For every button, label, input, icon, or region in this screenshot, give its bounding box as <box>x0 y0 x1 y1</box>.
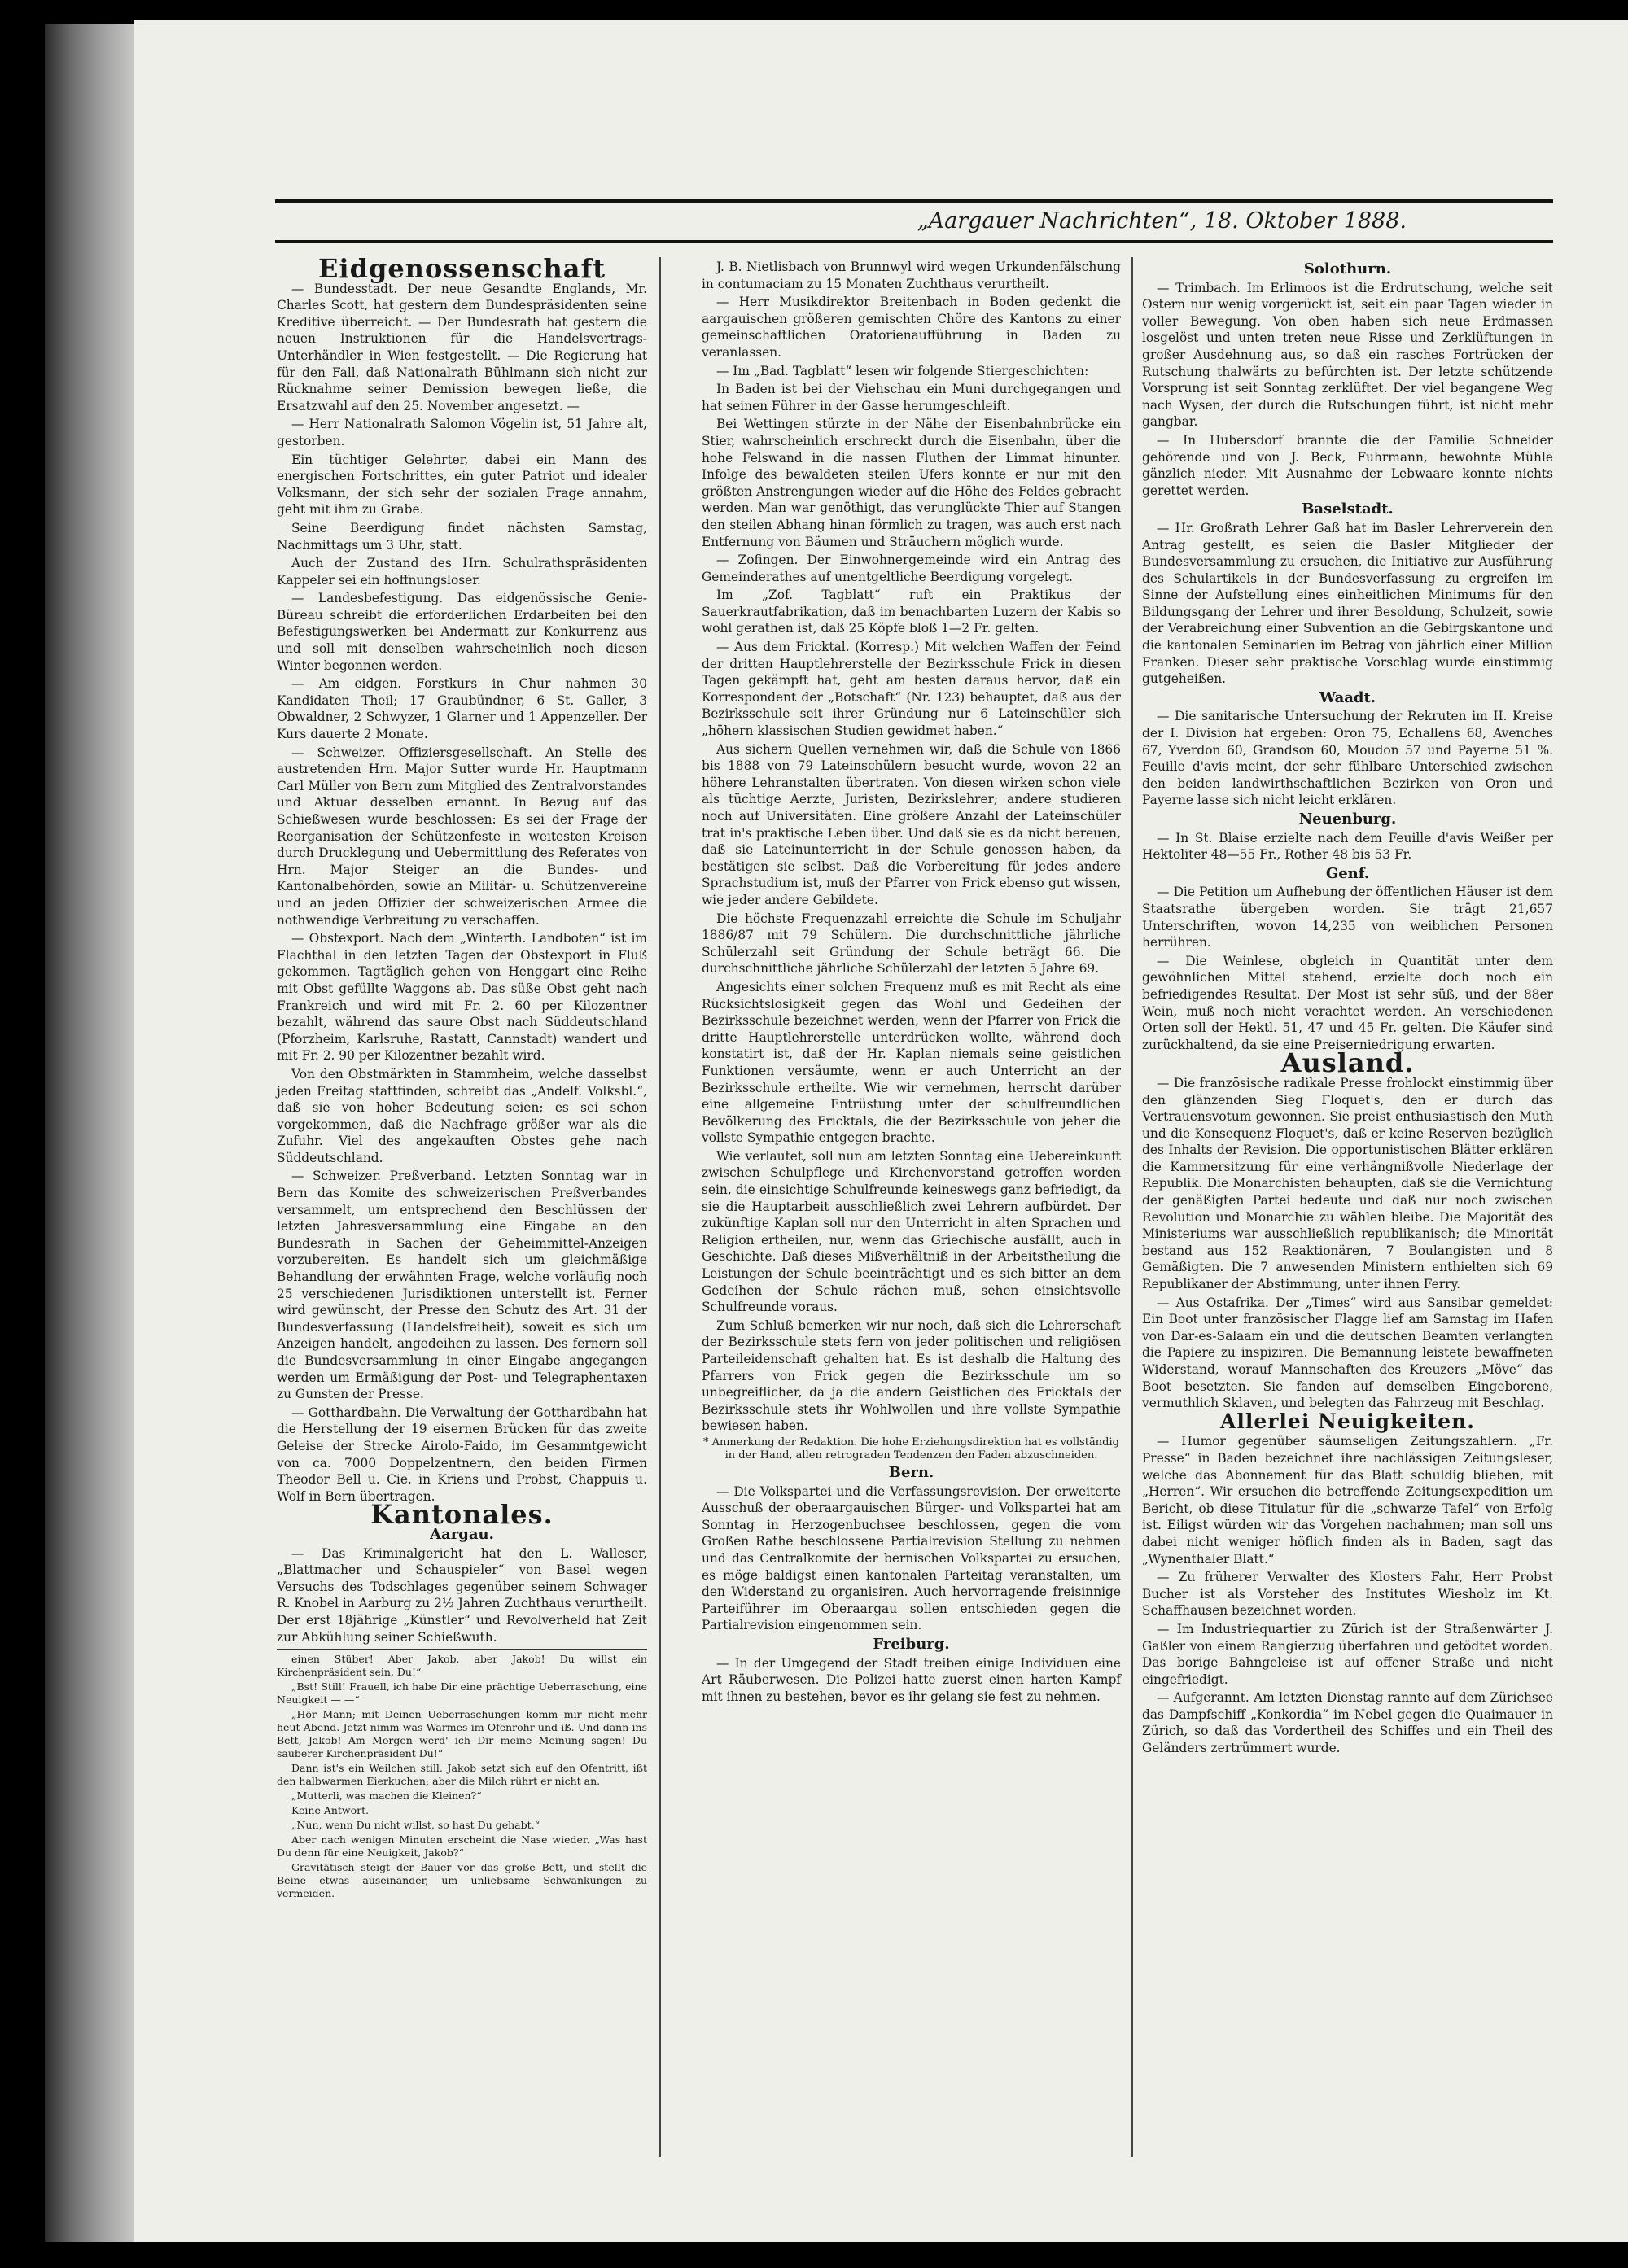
editorial-note: * Anmerkung der Redaktion. Die hohe Erziehungsdirektion hat es vollständig in der Hand, allen retrograden Tendenzen den Faden abzuschneiden. <box>703 1436 1119 1462</box>
feuilleton <box>277 1653 647 1900</box>
feuilleton-line: „Hör Mann; mit Deinen Ueberraschungen komm mir nicht mehr heut Abend. Jetzt nimm was Warmes im Ofenrohr und iß. Und dann ins Bett, Jakob! Am Morgen werd' ich Dir meine Meinung sagen! Du sauberer Kirchenpräsident Du!“ <box>277 1708 647 1760</box>
paragraph: — Aufgerannt. Am letzten Dienstag rannte auf dem Zürichsee das Dampfschiff „Konkordia“ im Nebel gegen die Quaimauer in Zürich, so daß das Vordertheil des Schiffes und ein Theil des Geländers zertrümmert wurde. <box>1142 1690 1553 1756</box>
feuilleton-line: „Mutterli, was machen die Kleinen?“ <box>291 1789 482 1803</box>
feuilleton-line: Dann ist's ein Weilchen still. Jakob setzt sich auf den Ofentritt, ißt den halbwarmen Eierkuchen; aber die Milch rührt er nicht an. <box>277 1762 647 1788</box>
feuilleton-rule <box>277 1649 647 1650</box>
paragraph: — Im Industriequartier zu Zürich ist der Straßenwärter J. Gaßler von einem Rangierzug überfahren und getödtet worden. Das borige Bahngeleise ist auf offener Straße und nicht eingefriedigt. <box>1142 1621 1553 1687</box>
paragraph: — Humor gegenüber säumseligen Zeitungszahlern. „Fr. Presse“ in Baden bezeichnet ihre nachlässigen Zeitungsleser, welche das Abonnement für das Blatt schuldig blieben, mit „Herren“. Wir ersuchen die betreffende Zeitungsexpedition um Bericht, ob diese Titulatur für die „schwarze Tafel“ von Erfolg ist. Eiligst würden wir das Vorgehen nachahmen; man soll uns dabei nicht weniger höflich finden als in Baden, sagt das „Wynenthaler Blatt.“ <box>1142 1434 1553 1567</box>
header-rule-top <box>275 199 1553 203</box>
paragraph: — Die französische radikale Presse frohlockt einstimmig über den glänzenden Sieg Floquet's, den er durch das Vertrauensvotum gewonnen. Sie preist enthusiastisch den Muth und die Konsequenz Floquet's, daß er keine Reserven bezüglich des Inhalts der Revision. Die opportunistischen Blätter erklären die Kammersitzung für eine verhängnißvolle Niederlage der Republik. Die Monarchisten behaupten, daß sie die Vernichtung der genäßigten Partei bedeute und daß nur noch zwischen Revolution und Monarchie zu wählen bleibe. Die Majorität des Ministeriums war ausschließlich republikanisch; die Minorität bestand aus 152 Reaktionären, 7 Boulangisten und 8 Gemäßigten. Die 7 anwesenden Ministern enthielten sich 69 Republikaner der Abstimmung, unter ihnen Ferry. <box>1142 1075 1553 1292</box>
paragraph: — Bundesstadt. Der neue Gesandte Englands, Mr. Charles Scott, hat gestern dem Bundespräsidenten seine Kreditive überreicht. — Der Bundesrath hat gestern die neuen Instruktionen für die Handelsvertrags-Unterhändler in Wien festgestellt. — Die Regierung hat für den Fall, daß Nationalrath Bühlmann sich nicht zur Rücknahme seiner Demission bewegen ließe, die Ersatzwahl auf den 25. November angesetzt. — <box>277 281 647 413</box>
paragraph: Seine Beerdigung findet nächsten Samstag, Nachmittags um 3 Uhr, statt. <box>277 520 647 553</box>
feuilleton-line: Keine Antwort. <box>291 1804 370 1817</box>
paragraph: — Schweizer. Offiziersgesellschaft. An Stelle des austretenden Hrn. Major Sutter wurde Hr. Hauptmann Carl Müller von Bern zum Mitglied des Zentralvorstandes und Aktuar desselben ernannt. In Bezug auf das Schießwesen wurde beschlossen: Es sei der Frage der Reorganisation der Schützenfeste in weitesten Kreisen durch Drucklegung und Uebermittlung des Referates von Hrn. Major Steiger an die Bundes- und Kantonalbehörden, sowie an Militär- u. Schützenvereine und an jeden Offizier der schweizerischen Armee die nothwendige Verbreitung zu verschaffen. <box>277 745 647 928</box>
paragraph: — Aus Ostafrika. Der „Times“ wird aus Sansibar gemeldet: Ein Boot unter französischer Flagge lief am Samstag im Hafen von Dar-es-Salaam ein und die deutschen Beamten verlangten die Papiere zu inspiziren. Die Bemannung leistete bewaffneten Widerstand, worauf Mannschaften des Kreuzers „Möve“ das Boot besetzten. Sie fanden auf demselben Eingeborene, vermuthlich Sklaven, und belegten das Fahrzeug mit Beschlag. <box>1142 1295 1553 1411</box>
subheading-freiburg: Freiburg. <box>873 1635 950 1653</box>
column-rule-1 <box>659 257 661 2157</box>
paragraph: Ein tüchtiger Gelehrter, dabei ein Mann des energischen Fortschrittes, ein guter Patriot und idealer Volksmann, der sich sehr der sozialen Frage annahm, geht mit ihm zu Grabe. <box>277 452 647 518</box>
paragraph: — Die Weinlese, obgleich in Quantität unter dem gewöhnlichen Mittel stehend, erzielte doch noch ein befriedigendes Resultat. Der Most ist sehr süß, und der 88er Wein, muß noch nicht verachtet werden. An verschiedenen Orten soll der Hektl. 51, 47 und 45 Fr. gelten. Die Käufer sind zurückhaltend, da sie eine Preiserniedrigung erwarten. <box>1142 953 1553 1052</box>
masthead <box>275 205 1553 238</box>
paragraph: — Schweizer. Preßverband. Letzten Sonntag war in Bern das Komite des schweizerischen Preßverbandes versammelt, um entsprechend den Beschlüssen der letzten Jahresversammlung eine Eingabe an den Bundesrath in Sachen der Geheimmittel-Anzeigen vorzubereiten. Es handelt sich um gleichmäßige Behandlung der erwähnten Frage, welche vorläufig noch 25 verschiedenen Jurisdiktionen unterstellt ist. Ferner wird gewünscht, der Presse den Schutz des Art. 31 der Bundesverfassung (Handelsfreiheit), soweit es sich um Anzeigen handelt, angedeihen zu lassen. Des fernern soll die Bundesversammlung in einer Eingabe angegangen werden um Ermäßigung der Post- und Telegraphentaxen zu Gunsten der Presse. <box>277 1169 647 1402</box>
subheading-waadt: Waadt. <box>1319 688 1376 706</box>
paragraph: — Aus dem Fricktal. (Korresp.) Mit welchen Waffen der Feind der dritten Hauptlehrerstelle der Bezirksschule Frick in diesen Tagen gekämpft hat, geht am besten daraus hervor, daß ein Korrespondent der „Botschaft“ (Nr. 123) behauptet, daß aus der Bezirksschule seit ihrer Gründung nur 6 Lateinschüler sich „höhern klassischen Studien gewidmet haben.“ <box>702 640 1121 739</box>
header-rule-bottom <box>275 240 1553 243</box>
paragraph: Die höchste Frequenzzahl erreichte die Schule im Schuljahr 1886/87 mit 79 Schülern. Die durchschnittliche jährliche Schülerzahl seit Gründung der Schule beträgt 66. Die durchschnittliche jährliche Schülerzahl der letzten 5 Jahre 69. <box>702 911 1121 977</box>
paragraph: — Herr Musikdirektor Breitenbach in Boden gedenkt die aargauischen größeren gemischten Chöre des Kantons zu einer gemeinschaftlichen Oratorienaufführung in Baden zu veranlassen. <box>702 295 1121 360</box>
feuilleton-line: „Bst! Still! Frauell, ich habe Dir eine prächtige Ueberraschung, eine Neuigkeit — —“ <box>277 1680 647 1706</box>
column-3 <box>1142 259 1553 1759</box>
paragraph: Angesichts einer solchen Frequenz muß es mit Recht als eine Rücksichtslosigkeit gegen das Wohl und Gedeihen der Bezirksschule bezeichnet werden, wenn der Pfarrer von Frick die dritte Hauptlehrerstelle unterdrücken wollte, während doch konstatirt ist, daß der Hr. Kaplan niemals seine geistlichen Funktionen versäumte, wenn er auch Unterricht an der Bezirksschule ertheilte. Wie wir vernehmen, herrscht darüber eine allgemeine Entrüstung unter der schulfreundlichen Bevölkerung des Fricktals, die der Bezirksschule von jeher die vollste Sympathie entgegen brachte. <box>702 979 1121 1146</box>
paragraph: — Zofingen. Der Einwohnergemeinde wird ein Antrag des Gemeinderathes auf unentgeltliche Beerdigung vorgelegt. <box>702 553 1121 584</box>
paragraph: — Herr Nationalrath Salomon Vögelin ist, 51 Jahre alt, gestorben. <box>277 417 647 448</box>
page-edge <box>45 24 134 2242</box>
paragraph: — Obstexport. Nach dem „Winterth. Landboten“ ist im Flachthal in den letzten Tagen der Obstexport in Fluß gekommen. Tagtäglich gehen von Henggart eine Reihe mit Obst gefüllte Waggons ab. Das süße Obst geht nach Frankreich und wird mit Fr. 2. 60 per Kilozentner bezahlt, während das saure Obst nach Süddeutschland (Pforzheim, Karlsruhe, Rastatt, Cannstadt) wandert und mit Fr. 2. 90 per Kilozentner bezahlt wird. <box>277 931 647 1064</box>
masthead-title: „Aargauer Nachrichten“, 18. Oktober 1888. <box>917 208 1407 234</box>
paragraph: — Gotthardbahn. Die Verwaltung der Gotthardbahn hat die Herstellung der 19 eisernen Brücken für das zweite Geleise der Strecke Airolo-Faido, im Gesammtgewicht von ca. 7000 Doppelzentnern, den beiden Firmen Theodor Bell u. Cie. in Kriens und Probst, Chappuis u. Wolf in Bern übertragen. <box>277 1405 647 1504</box>
paragraph: Auch der Zustand des Hrn. Schulrathspräsidenten Kappeler sei ein hoffnungsloser. <box>277 556 647 588</box>
paragraph: — Hr. Großrath Lehrer Gaß hat im Basler Lehrerverein den Antrag gestellt, es seien die Basler Mitglieder der Bundesversammlung zu ersuchen, die Initiative zur Ausführung des Schulartikels in der Bundesverfassung zu ergreifen im Sinne der Aufstellung eines einheitlichen Minimums für den Bildungsgang der Lehrer und ihrer Besoldung, Schulzeit, sowie der Verabreichung einer Subvention an die Gebirgskantone und die kantonalen Seminarien im Betrag von jährlich einer Million Franken. Dieser sehr praktische Vorschlag wurde einstimmig gutgeheißen. <box>1142 520 1553 687</box>
feuilleton-line: einen Stüber! Aber Jakob, aber Jakob! Du willst ein Kirchenpräsident sein, Du!“ <box>277 1653 647 1679</box>
paragraph: Wie verlautet, soll nun am letzten Sonntag eine Uebereinkunft zwischen Schulpflege und Kirchenvorstand getroffen worden sein, die einsichtige Schulfreunde keineswegs ganz befriedigt, da sie die Hauptarbeit ausschließlich zwei Lehrern aufbürdet. Der zukünftige Kaplan soll nur den Unterricht in alten Sprachen und Religion ertheilen, nur, wenn das Griechische ausfällt, auch in Geschichte. Daß dieses Mißverhältniß in der Arbeitstheilung die Leistungen der Schule beeinträchtigt und es sich bitter an dem Gedeihen der Schule rächen muß, sehen einsichtsvolle Schulfreunde voraus. <box>702 1148 1121 1315</box>
paragraph: Aus sichern Quellen vernehmen wir, daß die Schule von 1866 bis 1888 von 79 Lateinschülern besucht wurde, wovon 22 an höhere Lehranstalten übertraten. Von diesen wirken schon viele als tüchtige Aerzte, Juristen, Bezirkslehrer; andere studieren noch auf Universitäten. Eine größere Anzahl der Lateinschüler trat in's praktische Leben über. Und daß sie es da nicht bereuen, daß sie Lateinunterricht in der Schule genossen haben, da bestätigen sie selbst. Daß die Vorbereitung für jedes andere Sprachstudium ist, muß der Pfarrer von Frick ebenso gut wissen, wie jeder andere Gebildete. <box>702 741 1121 907</box>
feuilleton-line: „Nun, wenn Du nicht willst, so hast Du gehabt.“ <box>291 1819 540 1832</box>
column-rule-2 <box>1131 257 1133 2157</box>
paragraph: Zum Schluß bemerken wir nur noch, daß sich die Lehrerschaft der Bezirksschule stets fern von jeder politischen und religiösen Parteileidenschaft gehalten hat. Es ist deshalb die Haltung des Pfarrers von Frick gegen die Bezirksschule um so unbegreiflicher, da ja die andern Geistlichen des Fricktals der Bezirksschule stets ihr Wohlwollen und ihre vollste Sympathie bewiesen haben. <box>702 1318 1121 1434</box>
paragraph: — Landesbefestigung. Das eidgenössische Genie-Büreau schreibt die erforderlichen Erdarbeiten bei den Befestigungswerken bei Andermatt zur Konkurrenz aus und soll mit denselben wahrscheinlich noch diesen Winter begonnen werden. <box>277 591 647 673</box>
paragraph: — In Hubersdorf brannte die der Familie Schneider gehörende und von J. Beck, Fuhrmann, bewohnte Mühle gänzlich nieder. Mit Ausnahme der Lebwaare konnte nichts gerettet werden. <box>1142 432 1553 498</box>
paragraph: — Die Volkspartei und die Verfassungsrevision. Der erweiterte Ausschuß der oberaargauischen Bürger- und Volkspartei hat am Sonntag in Herzogenbuchsee beschlossen, gegen die vom Großen Rathe beschlossene Partialrevision Stellung zu nehmen und das Centralkomite der bernischen Volkspartei zu ersuchen, es möge baldigst einen kantonalen Parteitag veranstalten, um den Widerstand zu organisiren. Auch hervorragende freisinnige Parteiführer im Oberaargau sollen entschieden gegen die Partialrevision eingenommen sein. <box>702 1484 1121 1633</box>
paragraph: — In St. Blaise erzielte nach dem Feuille d'avis Weißer per Hektoliter 48—55 Fr., Rother 48 bis 53 Fr. <box>1142 830 1553 863</box>
paragraph: — Die Petition um Aufhebung der öffentlichen Häuser ist dem Staatsrathe übergeben worden. Sie trägt 21,657 Unterschriften, wovon 14,235 von weiblichen Personen herrühren. <box>1142 885 1553 950</box>
paragraph: — In der Umgegend der Stadt treiben einige Individuen eine Art Räuberwesen. Die Polizei hatte zuerst einen harten Kampf mit ihnen zu bestehen, bevor es ihr gelang sie fest zu nehmen. <box>702 1655 1121 1704</box>
column-1 <box>277 253 647 1902</box>
paragraph: — Das Kriminalgericht hat den L. Walleser, „Blattmacher und Schauspieler“ von Basel wegen Versuchs des Todschlages gegenüber seinem Schwager R. Knobel in Aarburg zu 2½ Jahren Zuchthaus verurtheilt. Der erst 18jährige „Künstler“ und Revolverheld hat Zeit zur Abkühlung seiner Schießwuth. <box>277 1545 647 1645</box>
paragraph: Von den Obstmärkten in Stammheim, welche dasselbst jeden Freitag stattfinden, schreibt das „Andelf. Volksbl.“, daß sie von hoher Bedeutung seien; es sei schon vorgekommen, daß die Nachfrage größer war als die Zufuhr. Viel des angekauften Obstes gehe nach Süddeutschland. <box>277 1066 647 1165</box>
paragraph: Bei Wettingen stürzte in der Nähe der Eisenbahnbrücke ein Stier, wahrscheinlich erschreckt durch die Eisenbahn, über die hohe Felswand in die nassen Fluthen der Limmat hinunter. Infolge des bewaldeten steilen Ufers konnte er nur mit den größten Anstrengungen wieder auf die Höhe des Feldes gebracht werden. Man war genöthigt, das verunglückte Thier auf Stangen den steilen Abhang hinan förmlich zu tragen, was auch erst nach Entfernung von Bäumen und Sträuchern möglich wurde. <box>702 417 1121 549</box>
paragraph: In Baden ist bei der Viehschau ein Muni durchgegangen und hat seinen Führer in der Gasse herumgeschleift. <box>702 382 1121 413</box>
paragraph: — Trimbach. Im Erlimoos ist die Erdrutschung, welche seit Ostern nur wenig vorgerückt ist, seit ein paar Tagen wieder in voller Bewegung. Von oben haben sich neue Erdmassen losgelöst und unten treten neue Risse und Zerklüftungen in großer Ausdehnung aus, so daß ein rasches Fortrücken der Rutschung thalwärts zu befürchten ist. Der letzte schützende Vorsprung ist seit Sonntag zerklüftet. Der viel begangene Weg nach Wysen, der durch die Rutschungen führt, ist nicht mehr gangbar. <box>1142 280 1553 430</box>
subheading-neuenburg: Neuenburg. <box>1298 811 1397 828</box>
paragraph: — Zu früherer Verwalter des Klosters Fahr, Herr Probst Bucher ist als Vorsteher des Institutes Wiesholz im Kt. Schaffhausen bezeichnet worden. <box>1142 1570 1553 1619</box>
section-heading-ausland: Ausland. <box>1280 1047 1415 1079</box>
subheading-genf: Genf. <box>1325 864 1370 882</box>
paragraph: Im „Zof. Tagblatt“ ruft ein Praktikus der Sauerkrautfabrikation, daß im benachbarten Luzern der Kabis so wohl gerathen ist, daß 25 Köpfe bloß 1—2 Fr. gelten. <box>702 588 1121 636</box>
paragraph: — Im „Bad. Tagblatt“ lesen wir folgende Stiergeschichten: <box>716 363 1089 378</box>
paragraph: — Die sanitarische Untersuchung der Rekruten im II. Kreise der I. Division hat ergeben: Oron 75, Echallens 68, Avenches 67, Yverdon 60, Grandson 60, Moudon 57 und Payerne 51 %. Feuille d'avis meint, der sehr fühlbare Unterschied zwischen den beiden landwirthschaftlichen Bezirken von Oron und Payerne lasse sich nicht leicht erklären. <box>1142 709 1553 808</box>
column-2 <box>702 259 1121 1706</box>
section-heading-kantonales: Kantonales. <box>370 1499 554 1531</box>
section-heading-allerlei: Allerlei Neuigkeiten. <box>1219 1409 1476 1433</box>
subheading-aargau: Aargau. <box>430 1525 494 1543</box>
subheading-baselstadt: Baselstadt. <box>1302 500 1394 518</box>
paragraph: J. B. Nietlisbach von Brunnwyl wird wegen Urkundenfälschung in contumaciam zu 15 Monaten Zuchthaus verurtheilt. <box>702 260 1121 291</box>
feuilleton-line: Aber nach wenigen Minuten erscheint die Nase wieder. „Was hast Du denn für eine Neuigkeit, Jakob?“ <box>277 1833 647 1859</box>
subheading-solothurn: Solothurn. <box>1303 260 1392 277</box>
feuilleton-line: Gravitätisch steigt der Bauer vor das große Bett, und stellt die Beine etwas auseinander, um unliebsame Schwankungen zu vermeiden. <box>277 1861 647 1900</box>
paragraph: — Am eidgen. Forstkurs in Chur nahmen 30 Kandidaten Theil; 17 Graubündner, 6 St. Galler, 3 Obwaldner, 2 Schwyzer, 1 Glarner und 1 Appenzeller. Der Kurs dauerte 2 Monate. <box>277 676 647 742</box>
subheading-bern: Bern. <box>888 1463 934 1481</box>
section-heading-eidgenossenschaft: Eidgenossenschaft <box>318 253 606 284</box>
